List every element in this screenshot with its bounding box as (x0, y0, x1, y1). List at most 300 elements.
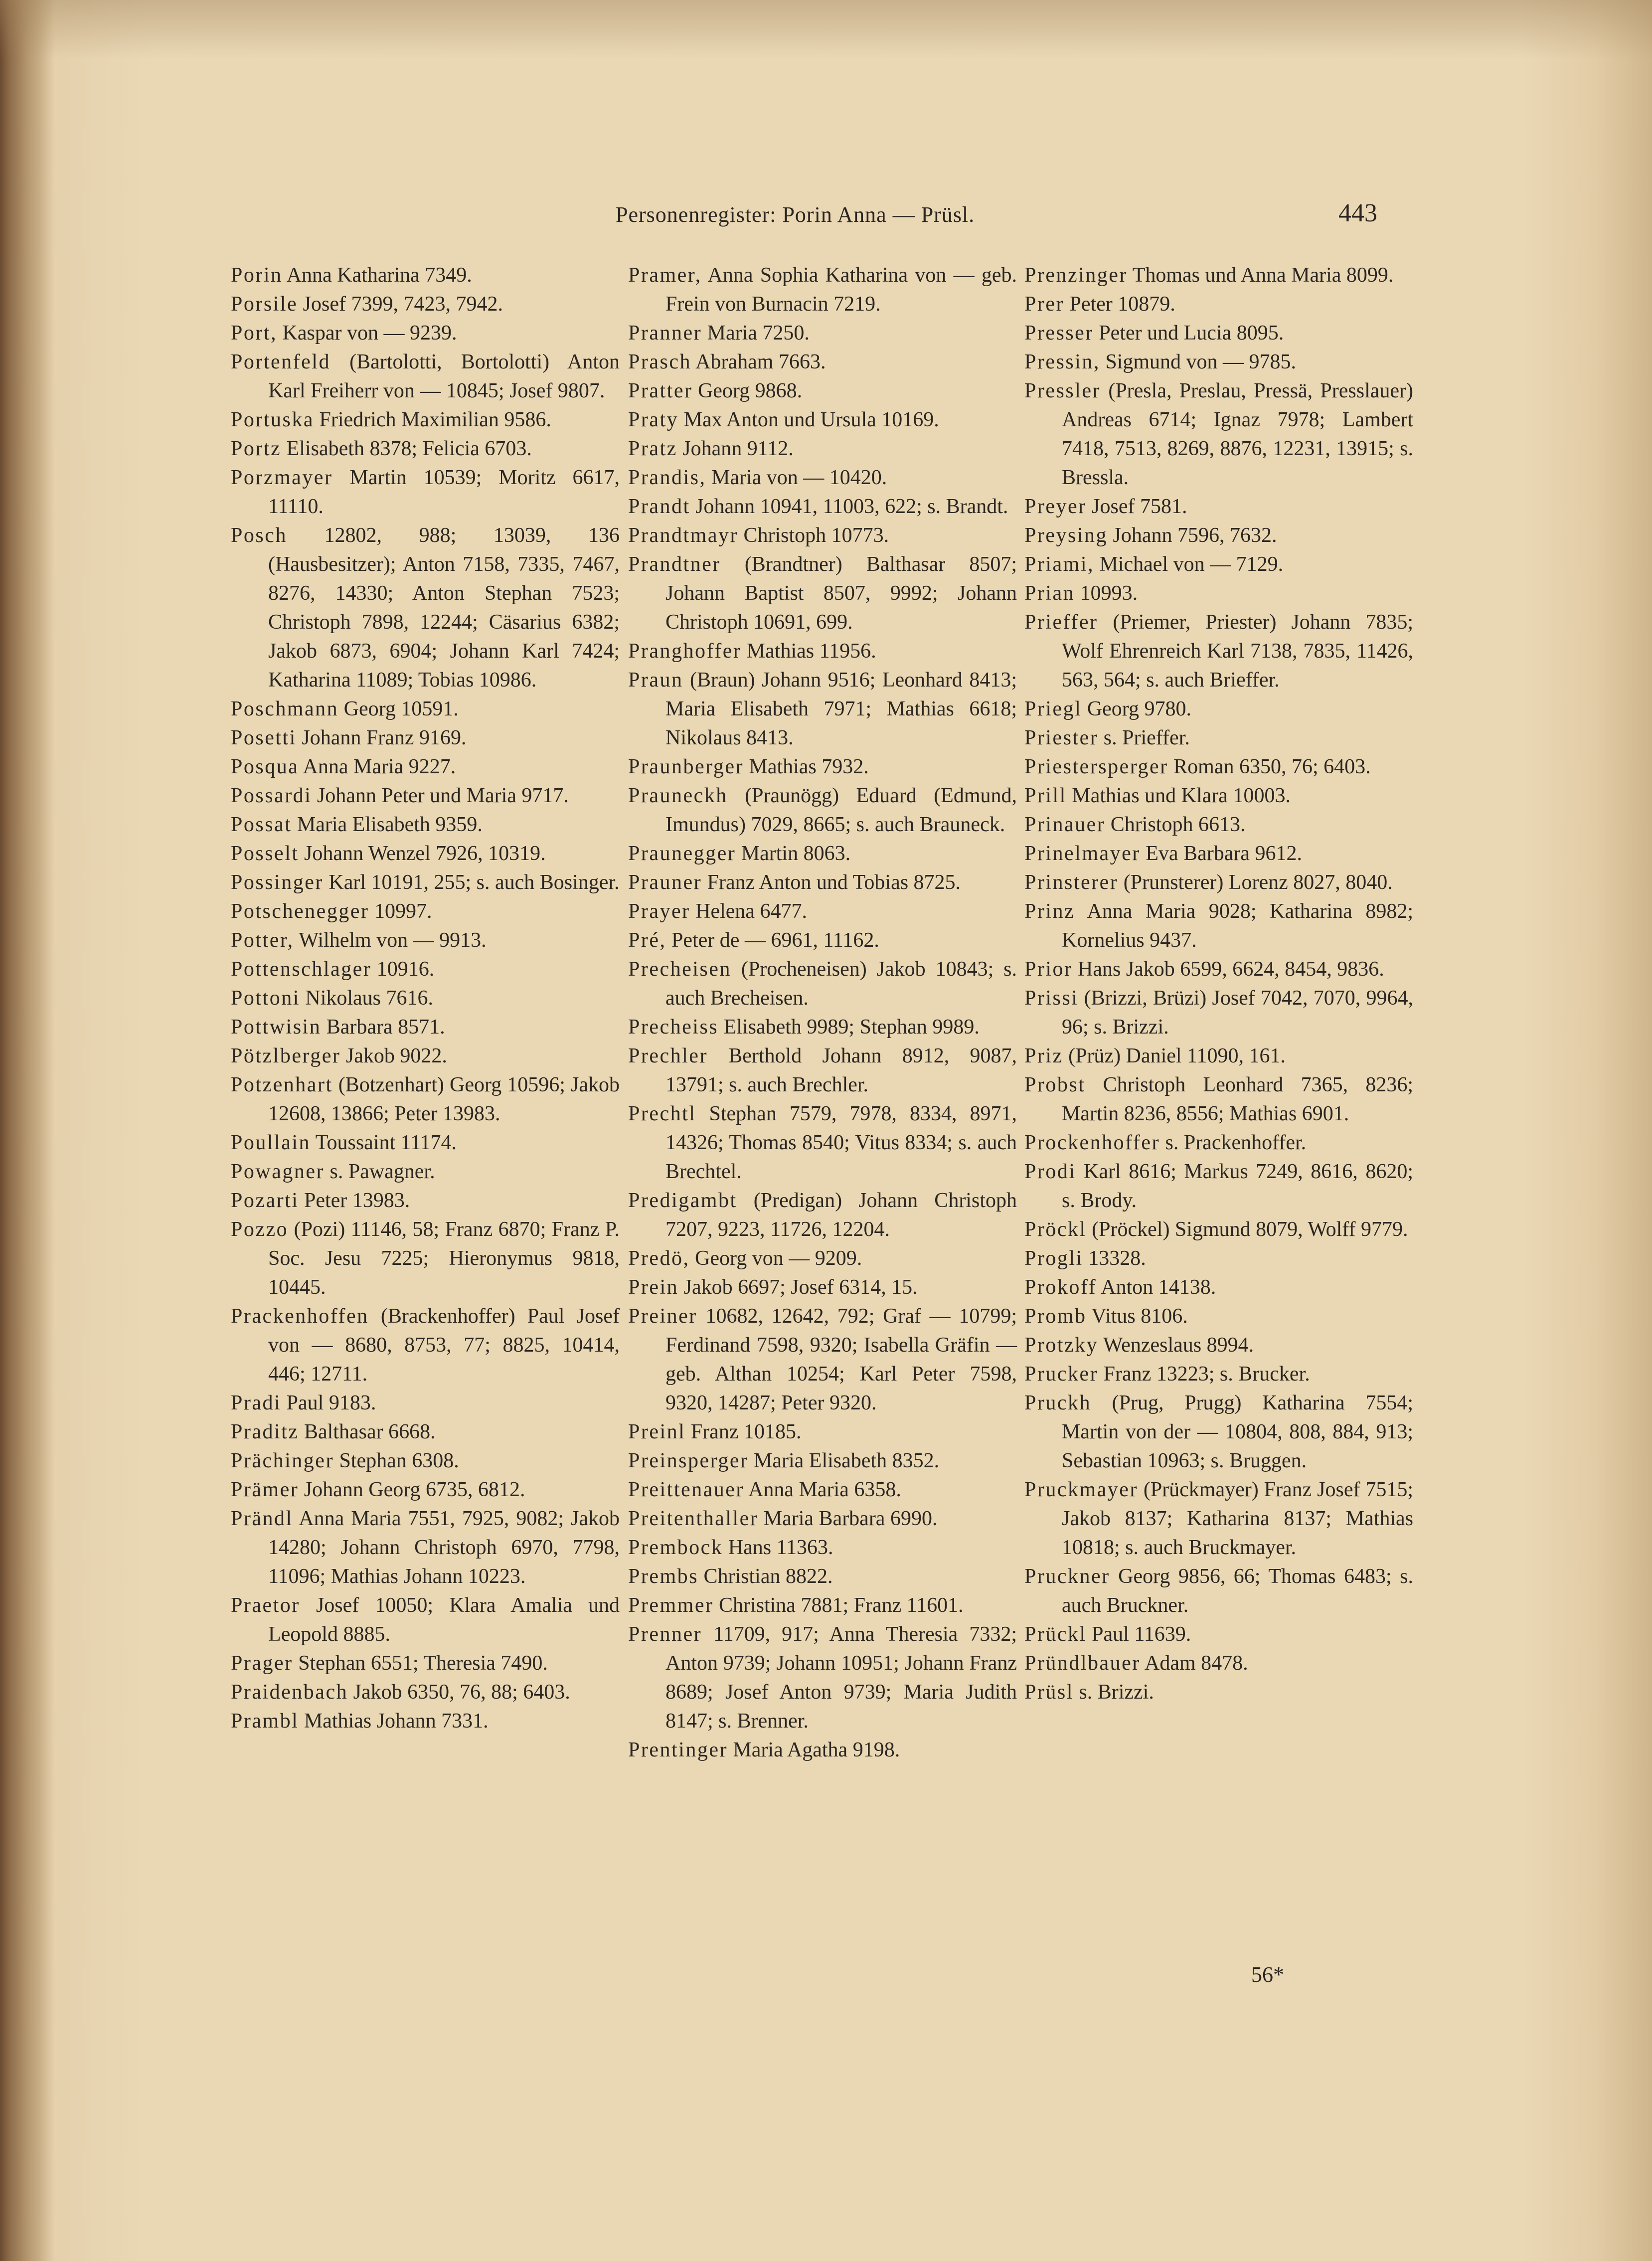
index-entry (231, 1707, 620, 1736)
entry-references: (Priemer, Priester) Johann 7835; Wolf Ehrenreich Karl 7138, 7835, 11426, 563, 564; s. auch Brieffer. (1062, 611, 1413, 692)
index-column-3 (1024, 261, 1413, 1707)
entry-name: Pressler (1024, 379, 1101, 402)
entry-name: Prer (1024, 293, 1064, 316)
entry-references: Peter 10879. (1069, 293, 1175, 316)
index-entry (1024, 1042, 1413, 1070)
entry-references: Christoph 10773. (743, 524, 889, 547)
index-entry (628, 666, 1017, 752)
entry-references: Jakob 6697; Josef 6314, 15. (683, 1276, 918, 1299)
entry-references: Barbara 8571. (326, 1016, 445, 1039)
index-entry (231, 1042, 620, 1070)
entry-name: Prackenhoffen (231, 1305, 369, 1328)
entry-name: Pranghoffer (628, 640, 742, 663)
index-entry (1024, 1562, 1413, 1620)
entry-references: (Braun) Johann 9516; Leonhard 8413; Maria Elisabeth 7971; Mathias 6618; Nikolaus 8413. (665, 669, 1017, 749)
entry-name: Praidenbach (231, 1681, 348, 1704)
entry-name: Poullain (231, 1131, 311, 1154)
entry-name: Prinsterer (1024, 871, 1119, 894)
entry-name: Priami, (1024, 553, 1094, 576)
entry-name: Powagner (231, 1160, 325, 1183)
entry-references: (Presla, Preslau, Pressä, Presslauer) Andreas 6714; Ignaz 7978; Lambert 7418, 7513, 8269, 8876, 12231, 13915; s. Bressla. (1062, 379, 1414, 489)
entry-references: (Procheneisen) Jakob 10843; s. auch Brecheisen. (665, 958, 1017, 1010)
entry-name: Presser (1024, 322, 1094, 345)
index-entry (1024, 781, 1413, 810)
entry-name: Prian (1024, 582, 1075, 605)
index-entry (1024, 319, 1413, 348)
entry-name: Prissi (1024, 987, 1079, 1010)
entry-references: Josef 10050; Klara Amalia und Leopold 8885. (268, 1594, 620, 1646)
index-entry (1024, 290, 1413, 319)
index-entry (1024, 1475, 1413, 1562)
index-entry (231, 434, 620, 463)
entry-references: s. Prieffer. (1103, 726, 1190, 749)
index-entry (628, 319, 1017, 348)
index-entry (1024, 1360, 1413, 1389)
entry-references: Elisabeth 8378; Felicia 6703. (286, 437, 532, 460)
entry-name: Potter, (231, 929, 294, 952)
entry-name: Preittenauer (628, 1478, 744, 1501)
entry-name: Pottoni (231, 987, 300, 1010)
entry-references: Kaspar von — 9239. (282, 322, 457, 345)
entry-name: Preiner (628, 1305, 697, 1328)
entry-references: Anna Maria 9227. (303, 755, 456, 778)
entry-references: Helena 6477. (695, 900, 808, 923)
entry-name: Prockenhoffer (1024, 1131, 1160, 1154)
entry-name: Porin (231, 264, 283, 287)
entry-references: Thomas und Anna Maria 8099. (1132, 264, 1394, 287)
entry-references: s. Brizzi. (1079, 1681, 1154, 1704)
index-entry (1024, 608, 1413, 695)
entry-name: Prieffer (1024, 611, 1098, 634)
entry-name: Portz (231, 437, 282, 460)
entry-name: Possinger (231, 871, 324, 894)
entry-references: (Pröckel) Sigmund 8079, Wolff 9779. (1092, 1218, 1408, 1241)
entry-name: Pröckl (1024, 1218, 1087, 1241)
index-entry (1024, 261, 1413, 290)
entry-references: Johann 7596, 7632. (1113, 524, 1277, 547)
index-entry (628, 1533, 1017, 1562)
index-entry (628, 376, 1017, 405)
entry-name: Porsile (231, 293, 298, 316)
entry-references: Michael von — 7129. (1099, 553, 1284, 576)
index-entry (231, 897, 620, 926)
entry-name: Prucker (1024, 1363, 1099, 1386)
index-entry (628, 868, 1017, 897)
index-entry (231, 1157, 620, 1186)
entry-references: Anna Sophia Katharina von — geb. Frein von Burnacin 7219. (665, 264, 1017, 316)
entry-name: Prein (628, 1276, 679, 1299)
index-entry (628, 839, 1017, 868)
entry-references: Georg 9780. (1087, 697, 1192, 720)
entry-references: Johann Wenzel 7926, 10319. (304, 842, 546, 865)
entry-name: Porzmayer (231, 466, 333, 489)
index-entry (231, 984, 620, 1013)
index-entry (231, 1446, 620, 1475)
index-entry (1024, 810, 1413, 839)
entry-name: Pruckner (1024, 1565, 1110, 1588)
entry-references: Anton 14138. (1101, 1276, 1216, 1299)
entry-references: Johann Franz 9169. (302, 726, 467, 749)
index-entry (231, 752, 620, 781)
index-entry (628, 1042, 1017, 1099)
index-entry (231, 1186, 620, 1215)
entry-references: Mathias 11956. (746, 640, 876, 663)
index-entry (628, 1013, 1017, 1042)
entry-references: Paul 9183. (286, 1391, 376, 1414)
entry-name: Pré, (628, 929, 666, 952)
entry-references: 10682, 12642, 792; Graf — 10799; Ferdinand 7598, 9320; Isabella Gräfin — geb. Althan 10254; Karl Peter 7598, 9320, 14287; Peter 9320. (665, 1305, 1017, 1414)
entry-name: Prior (1024, 958, 1073, 981)
entry-references: Hans Jakob 6599, 6624, 8454, 9836. (1078, 958, 1384, 981)
index-entry (1024, 1302, 1413, 1331)
index-entry (1024, 1620, 1413, 1649)
entry-references: Adam 8478. (1144, 1652, 1248, 1675)
entry-name: Prauneckh (628, 784, 728, 807)
entry-name: Prändl (231, 1507, 293, 1530)
entry-references: 10993. (1080, 582, 1138, 605)
entry-references: (Prüz) Daniel 11090, 161. (1068, 1044, 1286, 1067)
entry-references: Franz Anton und Tobias 8725. (707, 871, 961, 894)
entry-name: Pruckmayer (1024, 1478, 1138, 1501)
index-entry (231, 1504, 620, 1591)
entry-name: Priester (1024, 726, 1099, 749)
entry-name: Preinsperger (628, 1449, 749, 1472)
entry-references: Christian 8822. (703, 1565, 833, 1588)
index-entry (628, 463, 1017, 492)
entry-name: Premmer (628, 1594, 714, 1617)
entry-name: Prandis, (628, 466, 706, 489)
entry-name: Prandtmayr (628, 524, 738, 547)
index-entry (1024, 1215, 1413, 1244)
entry-references: Johann Georg 6735, 6812. (304, 1478, 525, 1501)
index-entry (1024, 839, 1413, 868)
entry-name: Prämer (231, 1478, 299, 1501)
index-entry (231, 1475, 620, 1504)
entry-name: Pötzlberger (231, 1044, 341, 1067)
entry-name: Prager (231, 1652, 293, 1675)
entry-references: Josef 7581. (1092, 495, 1187, 518)
index-entry (1024, 1649, 1413, 1678)
entry-references: Georg 9868. (697, 379, 803, 402)
index-entry (628, 897, 1017, 926)
entry-references: Mathias Johann 7331. (304, 1710, 489, 1733)
entry-references: Peter 13983. (304, 1189, 410, 1212)
entry-references: Wilhelm von — 9913. (299, 929, 487, 952)
entry-name: Pozzo (231, 1218, 289, 1241)
index-entry (231, 1128, 620, 1157)
index-entry (628, 492, 1017, 521)
index-entry (628, 1273, 1017, 1302)
index-entry (231, 1649, 620, 1678)
index-entry (628, 521, 1017, 550)
entry-name: Pranner (628, 322, 702, 345)
index-entry (628, 1446, 1017, 1475)
entry-name: Prokoff (1024, 1276, 1097, 1299)
index-entry (231, 1013, 620, 1042)
entry-references: (Bartolotti, Bortolotti) Anton Karl Freiherr von — 10845; Josef 9807. (268, 350, 620, 402)
index-entry (231, 1215, 620, 1302)
entry-references: (Prunsterer) Lorenz 8027, 8040. (1123, 871, 1393, 894)
entry-references: 13328. (1088, 1247, 1146, 1270)
index-entry (1024, 695, 1413, 723)
entry-references: Johann 9112. (682, 437, 794, 460)
entry-name: Pottenschlager (231, 958, 372, 981)
entry-name: Possardi (231, 784, 312, 807)
entry-references: Johann Peter und Maria 9717. (317, 784, 569, 807)
entry-name: Priz (1024, 1044, 1063, 1067)
index-entry (1024, 1070, 1413, 1128)
entry-references: Mathias 7932. (749, 755, 869, 778)
entry-references: Stephan 6308. (339, 1449, 459, 1472)
entry-references: (Brandtner) Balthasar 8507; Johann Baptist 8507, 9992; Johann Christoph 10691, 699. (665, 553, 1017, 634)
entry-name: Posch (231, 524, 287, 547)
entry-name: Prenner (628, 1623, 702, 1646)
entry-references: Georg 9856, 66; Thomas 6483; s. auch Bruckner. (1062, 1565, 1414, 1617)
entry-references: Stephan 6551; Theresia 7490. (298, 1652, 548, 1675)
entry-name: Praunberger (628, 755, 744, 778)
entry-name: Priegl (1024, 697, 1082, 720)
index-entry (231, 1302, 620, 1389)
entry-name: Prandt (628, 495, 690, 518)
entry-name: Prayer (628, 900, 690, 923)
entry-references: (Brizzi, Brüzi) Josef 7042, 7070, 9964, 96; s. Brizzi. (1062, 987, 1413, 1039)
index-entry (628, 1099, 1017, 1186)
entry-references: Maria 7250. (707, 322, 810, 345)
signature-mark: 56* (1251, 1962, 1284, 1987)
index-entry (628, 348, 1017, 376)
entry-references: Mathias und Klara 10003. (1072, 784, 1291, 807)
entry-name: Prembock (628, 1536, 723, 1559)
entry-name: Posqua (231, 755, 299, 778)
entry-name: Portenfeld (231, 350, 330, 373)
index-entry (628, 781, 1017, 839)
page-top-shadow (0, 0, 1652, 60)
entry-references: Franz 10185. (690, 1420, 802, 1443)
entry-name: Praty (628, 408, 679, 431)
entry-name: Pratter (628, 379, 693, 402)
entry-references: Hans 11363. (728, 1536, 833, 1559)
entry-name: Praun (628, 669, 683, 692)
entry-name: Prechler (628, 1044, 708, 1067)
entry-name: Progli (1024, 1247, 1083, 1270)
entry-name: Preinl (628, 1420, 686, 1443)
index-entry (1024, 1678, 1413, 1707)
entry-references: Anna Katharina 7349. (286, 264, 472, 287)
entry-name: Prechtl (628, 1102, 696, 1125)
entry-name: Prembs (628, 1565, 698, 1588)
entry-references: s. Prackenhoffer. (1165, 1131, 1307, 1154)
entry-references: Martin 8063. (741, 842, 851, 865)
entry-name: Pottwisin (231, 1016, 322, 1039)
entry-references: Christoph 6613. (1110, 813, 1246, 836)
index-entry (1024, 579, 1413, 608)
entry-references: Christina 7881; Franz 11601. (718, 1594, 964, 1617)
entry-references: Peter und Lucia 8095. (1099, 322, 1284, 345)
entry-name: Priestersperger (1024, 755, 1168, 778)
index-entry (628, 1591, 1017, 1620)
index-entry (231, 1678, 620, 1707)
index-entry (1024, 1244, 1413, 1273)
index-entry (231, 1389, 620, 1417)
index-entry (231, 1591, 620, 1649)
entry-references: (Pozi) 11146, 58; Franz 6870; Franz P. Soc. Jesu 7225; Hieronymus 9818, 10445. (268, 1218, 620, 1299)
entry-references: (Praunögg) Eduard (Edmund, Imundus) 7029, 8665; s. auch Brauneck. (665, 784, 1017, 836)
index-entry (231, 405, 620, 434)
entry-references: Karl 8616; Markus 7249, 8616, 8620; s. Brody. (1062, 1160, 1413, 1212)
entry-references: Sigmund von — 9785. (1105, 350, 1297, 373)
entry-name: Prückl (1024, 1623, 1087, 1646)
entry-name: Predigambt (628, 1189, 737, 1212)
index-entry (628, 637, 1017, 666)
entry-name: Prambl (231, 1710, 299, 1733)
index-entry (1024, 723, 1413, 752)
entry-references: Anna Maria 6358. (748, 1478, 901, 1501)
entry-references: Toussaint 11174. (315, 1131, 457, 1154)
entry-name: Posetti (231, 726, 297, 749)
entry-references: 12802, 988; 13039, 136 (Hausbesitzer); Anton 7158, 7335, 7467, 8276, 14330; Anton Stephan 7523; Christoph 7898, 12244; Cäsarius 6382; Jakob 6873, 6904; Johann Karl 7424; Katharina 11089; Tobias 10986. (268, 524, 620, 692)
entry-references: 11709, 917; Anna Theresia 7332; Anton 9739; Johann 10951; Johann Franz 8689; Josef Anton 9739; Maria Judith 8147; s. Brenner. (665, 1623, 1017, 1733)
index-entry (231, 261, 620, 290)
entry-name: Posselt (231, 842, 299, 865)
index-entry (628, 1736, 1017, 1764)
entry-references: Maria Barbara 6990. (763, 1507, 938, 1530)
entry-references: Franz 13223; s. Brucker. (1103, 1363, 1310, 1386)
entry-references: 10997. (374, 900, 432, 923)
entry-name: Poschmann (231, 697, 339, 720)
entry-name: Prüsl (1024, 1681, 1074, 1704)
entry-name: Promb (1024, 1305, 1087, 1328)
index-entry (1024, 1128, 1413, 1157)
page-number: 443 (1338, 199, 1377, 227)
entry-name: Preysing (1024, 524, 1108, 547)
entry-name: Potzenhart (231, 1073, 333, 1096)
book-spine-shadow (0, 0, 55, 2261)
entry-references: Balthasar 6668. (304, 1420, 436, 1443)
entry-name: Prächinger (231, 1449, 334, 1472)
entry-references: Elisabeth 9989; Stephan 9989. (723, 1016, 980, 1039)
entry-name: Potschenegger (231, 900, 369, 923)
entry-references: Georg von — 9209. (695, 1247, 862, 1270)
entry-name: Praetor (231, 1594, 300, 1617)
index-entry (628, 926, 1017, 955)
index-entry (1024, 348, 1413, 376)
entry-references: (Prug, Prugg) Katharina 7554; Martin von der — 10804, 808, 884, 913; Sebastian 10963; s. Bruggen. (1062, 1391, 1414, 1472)
index-entry (231, 839, 620, 868)
entry-references: Jakob 9022. (345, 1044, 447, 1067)
entry-references: Maria Agatha 9198. (733, 1739, 900, 1761)
index-entry (628, 434, 1017, 463)
entry-references: Josef 7399, 7423, 7942. (303, 293, 503, 316)
entry-name: Precheisen (628, 958, 731, 981)
entry-name: Prauner (628, 871, 702, 894)
index-entry (1024, 1389, 1413, 1475)
entry-name: Protzky (1024, 1334, 1099, 1357)
index-entry (628, 752, 1017, 781)
entry-name: Port, (231, 322, 278, 345)
index-entry (1024, 752, 1413, 781)
entry-name: Prill (1024, 784, 1067, 807)
entry-name: Prenzinger (1024, 264, 1128, 287)
running-header: Personenregister: Porin Anna — Prüsl. (616, 202, 975, 227)
index-entry (1024, 868, 1413, 897)
index-entry (231, 1417, 620, 1446)
index-entry (628, 1504, 1017, 1533)
entry-references: Paul 11639. (1092, 1623, 1191, 1646)
entry-references: Christoph Leonhard 7365, 8236; Martin 8236, 8556; Mathias 6901. (1062, 1073, 1413, 1125)
entry-references: Anna Maria 9028; Katharina 8982; Kornelius 9437. (1062, 900, 1413, 952)
index-entry (1024, 897, 1413, 955)
entry-references: Johann 10941, 11003, 622; s. Brandt. (695, 495, 1008, 518)
entry-name: Pozarti (231, 1189, 299, 1212)
entry-references: Georg 10591. (343, 697, 459, 720)
index-entry (1024, 521, 1413, 550)
entry-references: Eva Barbara 9612. (1146, 842, 1302, 865)
index-entry (628, 1475, 1017, 1504)
entry-references: (Prückmayer) Franz Josef 7515; Jakob 8137; Katharina 8137; Mathias 10818; s. auch Bruckmayer. (1062, 1478, 1413, 1559)
entry-name: Prandtner (628, 553, 721, 576)
entry-name: Possat (231, 813, 292, 836)
entry-references: Wenzeslaus 8994. (1103, 1334, 1254, 1357)
index-entry (231, 810, 620, 839)
index-entry (231, 521, 620, 695)
entry-name: Pramer, (628, 264, 702, 287)
entry-references: Jakob 6350, 76, 88; 6403. (353, 1681, 570, 1704)
entry-name: Preyer (1024, 495, 1087, 518)
entry-references: Nikolaus 7616. (305, 987, 434, 1010)
entry-references: Karl 10191, 255; s. auch Bosinger. (329, 871, 620, 894)
entry-references: Maria von — 10420. (711, 466, 887, 489)
entry-references: Roman 6350, 76; 6403. (1173, 755, 1371, 778)
index-entry (1024, 984, 1413, 1042)
entry-references: (Botzenhart) Georg 10596; Jakob 12608, 13866; Peter 13983. (268, 1073, 620, 1125)
entry-references: (Brackenhoffer) Paul Josef von — 8680, 8753, 77; 8825, 10414, 446; 12711. (268, 1305, 620, 1386)
index-entry (231, 695, 620, 723)
index-entry (628, 1417, 1017, 1446)
index-entry (628, 405, 1017, 434)
index-column-1 (231, 261, 620, 1736)
entry-references: Maria Elisabeth 9359. (297, 813, 483, 836)
entry-references: Stephan 7579, 7978, 8334, 8971, 14326; Thomas 8540; Vitus 8334; s. auch Brechtel. (665, 1102, 1017, 1183)
entry-name: Praditz (231, 1420, 299, 1443)
entry-references: Friedrich Maximilian 9586. (319, 408, 551, 431)
index-entry (1024, 492, 1413, 521)
entry-name: Pressin, (1024, 350, 1100, 373)
entry-references: Berthold Johann 8912, 9087, 13791; s. auch Brechler. (665, 1044, 1017, 1096)
entry-references: Peter de — 6961, 11162. (671, 929, 879, 952)
entry-name: Precheiss (628, 1016, 719, 1039)
entry-references: 10916. (376, 958, 435, 981)
entry-references: Anna Maria 7551, 7925, 9082; Jakob 14280; Johann Christoph 6970, 7798, 11096; Mathias Johann 10223. (268, 1507, 620, 1588)
entry-references: Abraham 7663. (695, 350, 826, 373)
index-entry (1024, 955, 1413, 984)
index-entry (1024, 1331, 1413, 1360)
index-entry (1024, 1157, 1413, 1215)
index-entry (1024, 1273, 1413, 1302)
entry-references: s. Pawagner. (330, 1160, 435, 1183)
index-entry (1024, 550, 1413, 579)
index-entry (628, 1620, 1017, 1736)
entry-name: Prodi (1024, 1160, 1076, 1183)
entry-name: Predö, (628, 1247, 690, 1270)
index-entry (628, 550, 1017, 637)
entry-references: Max Anton und Ursula 10169. (683, 408, 939, 431)
index-entry (628, 1244, 1017, 1273)
index-entry (231, 868, 620, 897)
index-entry (1024, 376, 1413, 492)
index-entry (231, 1070, 620, 1128)
entry-name: Prinelmayer (1024, 842, 1141, 865)
entry-name: Pründlbauer (1024, 1652, 1141, 1675)
